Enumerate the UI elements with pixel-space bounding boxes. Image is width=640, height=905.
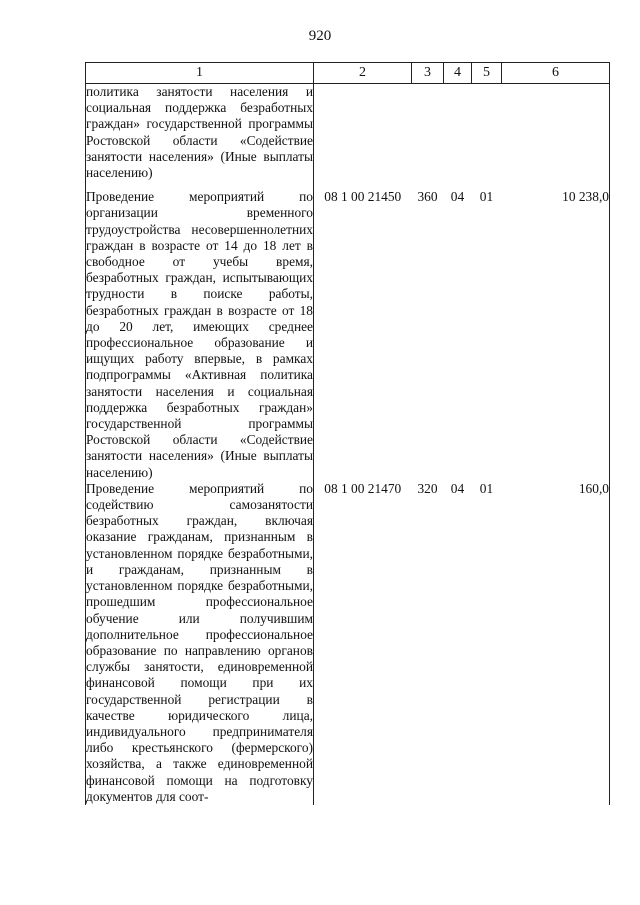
row-section [444, 84, 472, 190]
header-col-3: 3 [412, 63, 444, 84]
row-subsection: 01 [479, 189, 494, 205]
row-expense-type: 320 [417, 480, 438, 496]
row-target-article [314, 84, 412, 190]
table-row [86, 189, 610, 481]
header-col-4: 4 [444, 63, 472, 84]
table-row [86, 84, 610, 190]
row-amount: 10 238,0 [502, 189, 610, 481]
table-header-row [86, 63, 610, 84]
row-subsection [472, 84, 502, 190]
row-subsection: 01 [479, 480, 494, 496]
header-col-1: 1 [86, 63, 314, 84]
row-description: политика занятости населения и социальная поддержка безработных граждан» государственной программы Ростовской области «Содействие занятости населения» (Иные выплаты населению) [86, 84, 314, 190]
page-number: 920 [308, 28, 332, 44]
header-col-6: 6 [502, 63, 610, 84]
row-amount [502, 84, 610, 190]
row-amount: 160,0 [502, 481, 610, 805]
row-section: 04 [450, 189, 465, 205]
row-description: Проведение мероприятий по организации временного трудоустройства несовершеннолетних граждан в возрасте от 14 до 18 лет в свободное от учебы время, безработных граждан, испытывающих трудности в поиске работы, безработных граждан в возрасте от 18 до 20 лет, имеющих среднее профессиональное образование и ищущих работу впервые, в рамках подпрограммы «Активная политика занятости населения и социальная поддержка безработных граждан» государственной программы Ростовской области «Содействие занятости населения» (Иные выплаты населению) [86, 189, 313, 480]
budget-table [85, 62, 610, 805]
row-expense-type [412, 84, 444, 190]
row-target-article: 08 1 00 21450 [324, 189, 402, 205]
header-col-5: 5 [472, 63, 502, 84]
row-target-article: 08 1 00 21470 [324, 480, 402, 496]
table-row [86, 481, 610, 805]
header-col-2: 2 [314, 63, 412, 84]
row-expense-type: 360 [417, 189, 438, 205]
row-section: 04 [450, 480, 465, 496]
row-description: Проведение мероприятий по содействию самозанятости безработных граждан, включая оказание гражданам, признанным в установленном порядке безработными, и гражданам, признанным в установленном порядке безработными, прошедшим профессиональное обучение или получившим дополнительное профессиональное образование по направлению органов службы занятости, единовременной финансовой помощи при их государственной регистрации в качестве юридического лица, индивидуального предпринимателя либо крестьянского (фермерского) хозяйства, а также единовременной финансовой помощи на подготовку документов для соот- [86, 480, 313, 804]
